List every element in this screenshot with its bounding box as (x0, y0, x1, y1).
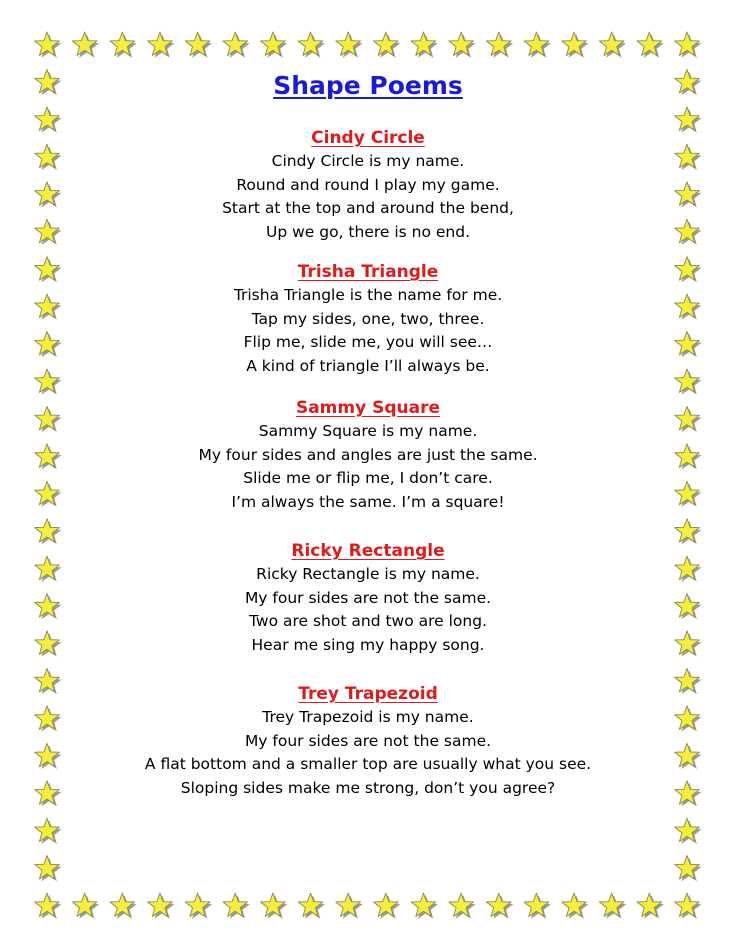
star-icon (675, 519, 702, 545)
poem-line: My four sides are not the same. (244, 588, 492, 607)
star-icon (35, 257, 62, 283)
star-icon (373, 32, 400, 58)
star-icon (675, 69, 702, 95)
star-icon (35, 69, 62, 95)
star-icon (35, 781, 62, 807)
star-icon (35, 519, 62, 545)
star-icon (35, 481, 62, 507)
star-icon (675, 481, 702, 507)
star-icon (298, 32, 325, 58)
star-icon (35, 743, 62, 769)
poem-cindy-circle (70, 126, 666, 244)
star-icon (148, 893, 175, 919)
star-icon (637, 893, 664, 919)
poem-list (70, 126, 666, 800)
star-icon (35, 107, 62, 133)
poem-line: Cindy Circle is my name. (271, 152, 465, 170)
poem-trisha-triangle (70, 260, 666, 378)
star-icon (35, 444, 62, 470)
star-icon (675, 294, 702, 320)
star-icon (449, 32, 476, 58)
star-icon (148, 32, 175, 58)
star-icon (675, 556, 702, 582)
star-icon (637, 32, 664, 58)
poem-line: A kind of triangle I’ll always be. (246, 356, 490, 375)
star-icon (35, 32, 62, 58)
star-icon (675, 144, 702, 170)
star-icon (562, 32, 589, 58)
star-icon (35, 668, 62, 694)
poem-title: Cindy Circle (311, 128, 425, 148)
star-icon (675, 781, 702, 807)
star-icon (675, 743, 702, 769)
star-icon (675, 32, 702, 58)
star-icon (675, 331, 702, 357)
star-icon (35, 856, 62, 882)
star-icon (675, 444, 702, 470)
poem-sammy-square (70, 396, 666, 514)
poem-line: Ricky Rectangle is my name. (256, 565, 480, 583)
poem-line: Round and round I play my game. (236, 175, 500, 194)
star-icon (35, 631, 62, 657)
star-icon (675, 893, 702, 919)
star-icon (486, 893, 513, 919)
star-icon (261, 32, 288, 58)
star-icon (675, 107, 702, 133)
star-icon (675, 631, 702, 657)
star-icon (35, 144, 62, 170)
star-icon (336, 893, 363, 919)
star-icon (35, 594, 62, 620)
star-icon (35, 369, 62, 395)
poem-title: Ricky Rectangle (291, 541, 445, 561)
poem-line: Hear me sing my happy song. (251, 635, 485, 654)
star-icon (72, 32, 99, 58)
poem-title: Sammy Square (295, 398, 441, 418)
star-icon (373, 893, 400, 919)
star-icon (223, 32, 250, 58)
star-icon (35, 331, 62, 357)
star-icon (562, 893, 589, 919)
star-icon (298, 893, 325, 919)
star-icon (35, 818, 62, 844)
star-icon (675, 257, 702, 283)
star-icon (675, 668, 702, 694)
star-icon (675, 369, 702, 395)
star-icon (35, 182, 62, 208)
poem-line: Trey Trapezoid is my name. (262, 708, 474, 726)
star-icon (524, 893, 551, 919)
poem-line: Start at the top and around the bend, (222, 199, 514, 217)
star-icon (411, 32, 438, 58)
star-icon (449, 893, 476, 919)
star-icon (35, 219, 62, 245)
poem-line: Up we go, there is no end. (265, 222, 471, 241)
star-icon (675, 594, 702, 620)
poem-line: Flip me, slide me, you will see… (243, 333, 493, 351)
poem-line: My four sides are not the same. (244, 731, 492, 750)
star-icon (110, 32, 137, 58)
star-icon (675, 818, 702, 844)
star-icon (524, 32, 551, 58)
poem-title: Trey Trapezoid (298, 684, 438, 704)
star-icon (35, 893, 62, 919)
star-icon (675, 406, 702, 432)
star-icon (35, 406, 62, 432)
star-icon (185, 893, 212, 919)
poem-line: Two are shot and two are long. (249, 612, 487, 630)
star-icon (261, 893, 288, 919)
page-title: Shape Poems (273, 71, 463, 100)
star-icon (223, 893, 250, 919)
star-icon (486, 32, 513, 58)
poem-line: Trisha Triangle is the name for me. (233, 286, 503, 304)
star-icon (675, 856, 702, 882)
poem-line: A flat bottom and a smaller top are usually what you see. (144, 755, 592, 773)
page-content (70, 68, 666, 800)
poem-title: Trisha Triangle (297, 262, 439, 282)
poem-line: I’m always the same. I’m a square! (231, 492, 505, 511)
star-icon (675, 219, 702, 245)
poem-line: Sloping sides make me strong, don’t you agree? (180, 778, 556, 797)
poem-line: Tap my sides, one, two, three. (251, 309, 485, 328)
poem-ricky-rectangle (70, 539, 666, 657)
poem-line: Slide me or flip me, I don’t care. (243, 469, 493, 487)
star-icon (72, 893, 99, 919)
poem-trey-trapezoid (70, 682, 666, 800)
star-icon (675, 706, 702, 732)
star-icon (110, 893, 137, 919)
star-icon (336, 32, 363, 58)
star-icon (599, 893, 626, 919)
star-icon (675, 182, 702, 208)
star-icon (35, 556, 62, 582)
star-icon (599, 32, 626, 58)
star-icon (35, 706, 62, 732)
poem-line: My four sides and angles are just the same. (198, 445, 538, 464)
star-icon (185, 32, 212, 58)
star-icon (35, 294, 62, 320)
star-icon (411, 893, 438, 919)
poem-line: Sammy Square is my name. (258, 422, 478, 440)
